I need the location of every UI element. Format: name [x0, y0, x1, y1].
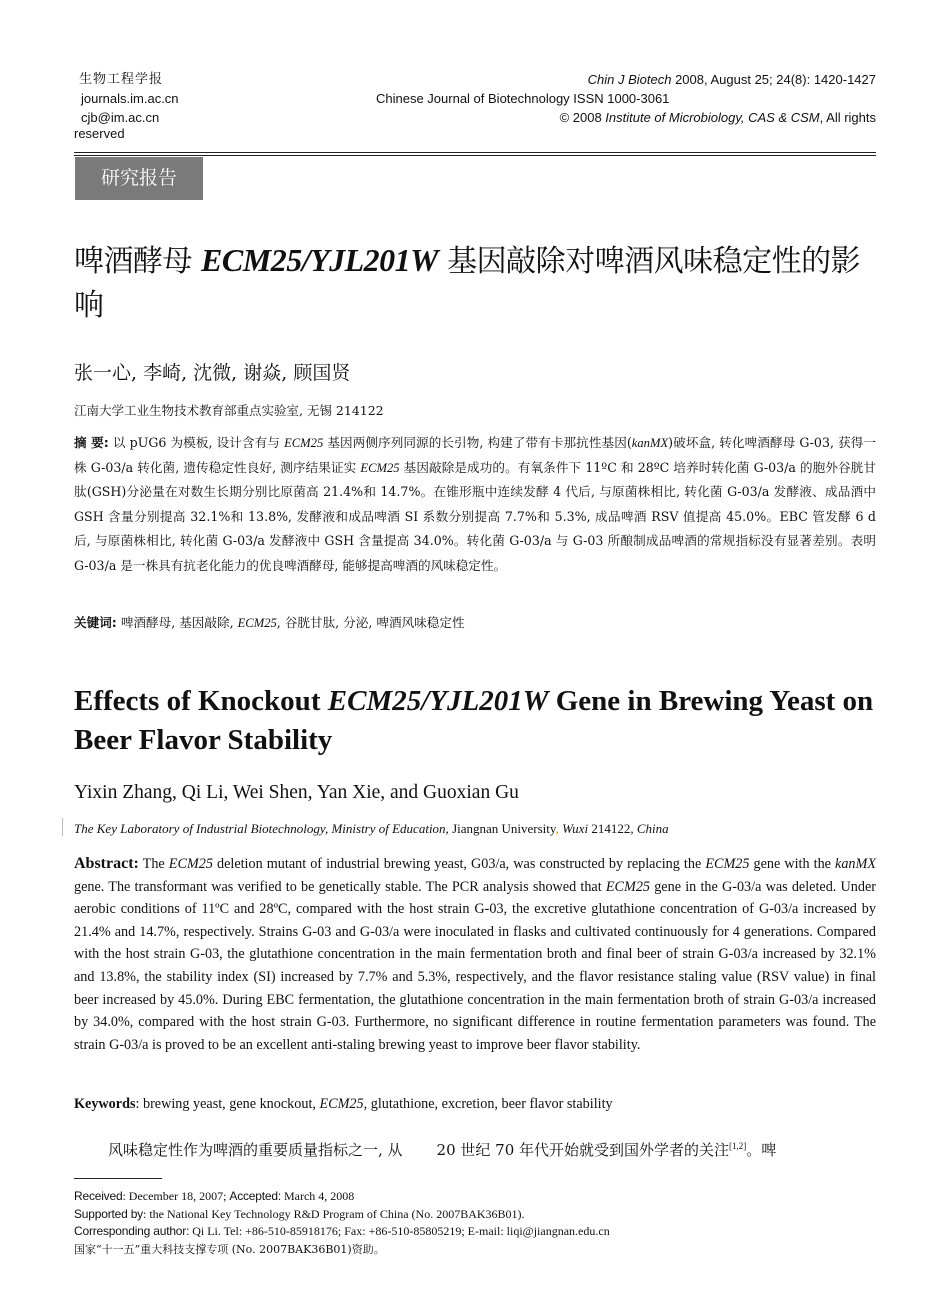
body-text: 风味稳定性作为啤酒的重要质量指标之一, 从 [108, 1141, 403, 1159]
copyright-institute: Institute of Microbiology, CAS & CSM [605, 110, 820, 125]
en-abstract-gene: ECM25 [705, 856, 750, 872]
accepted-label: Accepted: [229, 1189, 281, 1203]
body-text: 20 世纪 70 年代开始就受到国外学者的关注 [436, 1141, 730, 1159]
zh-title-part2: 基因敲除对啤酒风味稳定性的影响 [74, 244, 861, 323]
en-title-gene: ECM25/YJL201W [327, 685, 549, 717]
zh-abstract-text: 基因敲除是成功的。有氧条件下 11ºC 和 28ºC 培养时转化菌 G-03/a 的胞外谷胱甘肽(GSH)分泌量在对数生长期分别比原菌高 21.4%和 14.7%。在锥形瓶中连续发酵 4 代后, 与原菌株相比, 转化菌 G-03/a 发酵液、成品酒中 GSH 含量分别提高 32.1%和 13.8%, 发酵液和成品啤酒 SI 系数分别提高 7.7%和 5.3%, 成品啤酒 RSV 值提高 45.0%。EBC 管发酵 6 d 后, 与原菌株相比, 转化菌 G-03/a 发酵液中 GSH 含量提高 34.0%。转化菌 G-03/a 与 G-03 所酿制成品啤酒的常规指标没有显著差别。表明 G-03/a 是一株具有抗老化能力的优良啤酒酵母, 能够提高啤酒的风味稳定性。 [74, 459, 876, 573]
header-left [79, 70, 179, 127]
zh-keywords-label: 关键词: [74, 615, 117, 630]
journal-en-name-issn: Chinese Journal of Biotechnology ISSN 1000-3061 [376, 91, 670, 106]
en-affiliation [74, 821, 669, 837]
en-keywords [74, 1096, 876, 1113]
zh-abstract-text: 基因两侧序列同源的长引物, 构建了带有卡那抗性基因( [323, 435, 632, 450]
citation-line [560, 70, 876, 89]
footnote-funding-cn: 国家“十一五”重大科技支撑专项 (No. 2007BAK36B01)资助。 [74, 1243, 385, 1256]
en-abstract-text: The [138, 856, 169, 872]
zh-keywords [74, 612, 876, 631]
en-abstract-gene: kanMX [835, 856, 877, 872]
citation-details: 2008, August 25; 24(8): 1420-1427 [671, 72, 876, 87]
journal-website[interactable]: journals.im.ac.cn [81, 91, 179, 106]
header-rule-top [74, 152, 876, 153]
en-affil-lab: The Key Laboratory of Industrial Biotechnology, Ministry of Education, [74, 821, 453, 836]
section-tag: 研究报告 [75, 157, 203, 200]
rights-reserved: reserved [74, 126, 125, 141]
en-affil-comma: , [555, 821, 559, 836]
en-keywords-text: , glutathione, excretion, beer flavor stability [363, 1096, 613, 1112]
ghost-line [560, 89, 876, 108]
copyright-line [560, 108, 876, 127]
footnote-correspondence [74, 1223, 876, 1240]
journal-cn-name: 生物工程学报 [79, 72, 164, 87]
en-abstract [74, 853, 876, 1056]
accepted-value: March 4, 2008 [280, 1189, 355, 1203]
en-authors: Yixin Zhang, Qi Li, Wei Shen, Yan Xie, and Guoxian Gu [74, 782, 519, 803]
corresponding-label: Corresponding author: [74, 1224, 190, 1238]
en-keywords-label: Keywords [74, 1096, 136, 1112]
footnote-rule [74, 1178, 162, 1179]
zh-abstract [74, 431, 876, 578]
zh-title-part1: 啤酒酵母 [74, 244, 202, 279]
zh-abstract-gene: ECM25 [284, 436, 324, 450]
zh-keywords-text: , 谷胱甘肽, 分泌, 啤酒风味稳定性 [276, 615, 465, 630]
supported-value: : the National Key Technology R&D Program of China (No. 2007BAK36B01). [143, 1207, 525, 1221]
body-text: 。啤 [746, 1141, 777, 1159]
received-value: : December 18, 2007; [122, 1189, 230, 1203]
supported-label: Supported by [74, 1207, 143, 1221]
en-keywords-gene: ECM25 [319, 1096, 364, 1112]
zh-title [74, 238, 884, 328]
en-affil-univ: Jiangnan University [452, 821, 556, 836]
citation-journal: Chin J Biotech [587, 72, 672, 87]
received-label: Received [74, 1189, 123, 1203]
zh-title-gene: ECM25/YJL201W [201, 242, 439, 278]
en-abstract-text: deletion mutant of industrial brewing yeast, G03/a, was constructed by replacing the [212, 856, 706, 872]
citation-ref[interactable]: [1,2] [729, 1141, 747, 1151]
margin-mark [62, 818, 63, 836]
en-affil-city: Wuxi [558, 821, 589, 836]
header-right [560, 70, 876, 127]
footnote-dates [74, 1188, 876, 1205]
zh-abstract-text: )破坏盒, 转化啤酒酵母 G-03, 获得一株 G-03/a 转化菌, 遗传稳定性良好, 测序结果证实 [74, 435, 876, 475]
zh-abstract-label: 摘 要: [74, 435, 109, 450]
en-abstract-gene: ECM25 [168, 856, 213, 872]
en-abstract-text: gene. The transformant was verified to be genetically stable. The PCR analysis showed that [74, 878, 606, 895]
en-title-part2: Gene in Brewing Yeast on Beer Flavor Stability [74, 685, 874, 756]
corresponding-value: Qi Li. Tel: +86-510-85918176; Fax: +86-510-85805219; E-mail: liqi@jiangnan.edu.cn [189, 1224, 610, 1238]
zh-keywords-text: 啤酒酵母, 基因敲除, [116, 615, 238, 630]
zh-abstract-gene: ECM25 [360, 460, 400, 475]
en-affil-zip: 214122, [588, 821, 637, 836]
en-abstract-text: gene with the [749, 856, 836, 872]
en-affil-country: China [636, 821, 669, 836]
en-title [74, 682, 884, 760]
footnote-funding [74, 1206, 876, 1223]
zh-abstract-gene: kanMX [631, 436, 669, 450]
en-abstract-label: Abstract: [74, 855, 139, 872]
zh-affiliation: 江南大学工业生物技术教育部重点实验室, 无锡 214122 [74, 403, 384, 418]
zh-abstract-text: 以 pUG6 为模板, 设计含有与 [108, 435, 285, 450]
en-title-part1: Effects of Knockout [74, 685, 328, 717]
body-first-line [74, 1139, 876, 1160]
copyright-prefix: © 2008 [559, 110, 606, 125]
en-abstract-gene: ECM25 [605, 878, 651, 895]
copyright-suffix: , All rights [819, 110, 876, 125]
en-abstract-text: gene in the G-03/a was deleted. Under aerobic conditions of 11ºC and 28ºC, compared with the host strain G-03, the excretive glutathione concentration of G-03/a increased by 21.4% and 14.7%, respectively. Strains G-03 and G-03/a were inoculated in flasks and cultivated continuously for 4 generations. Compared with the host strain G-03, the glutathione concentration in the main fermentation broth and final beer of strain G-03/a increased by 32.1% and 13.8%, the stability index (SI) increased by 7.7% and 5.3%, respectively, and the flavor resistance staling value (RSV value) in final beer increased by 45.0%. During EBC fermentation, the glutathione concentration in the main fermentation broth of strain G-03/a increased by 34.0%, compared with the host strain G-03. Furthermore, no significant difference in routine fermentation parameters was found. The strain G-03/a is proved to be an excellent anti-staling brewing yeast to improve beer flavor stability. [74, 878, 877, 1053]
zh-authors: 张一心, 李崎, 沈微, 谢焱, 顾国贤 [74, 362, 351, 384]
zh-keywords-gene: ECM25 [237, 616, 277, 630]
journal-email[interactable]: cjb@im.ac.cn [81, 110, 160, 125]
en-keywords-text: : brewing yeast, gene knockout, [135, 1096, 320, 1112]
header-rule-bottom [74, 155, 876, 156]
